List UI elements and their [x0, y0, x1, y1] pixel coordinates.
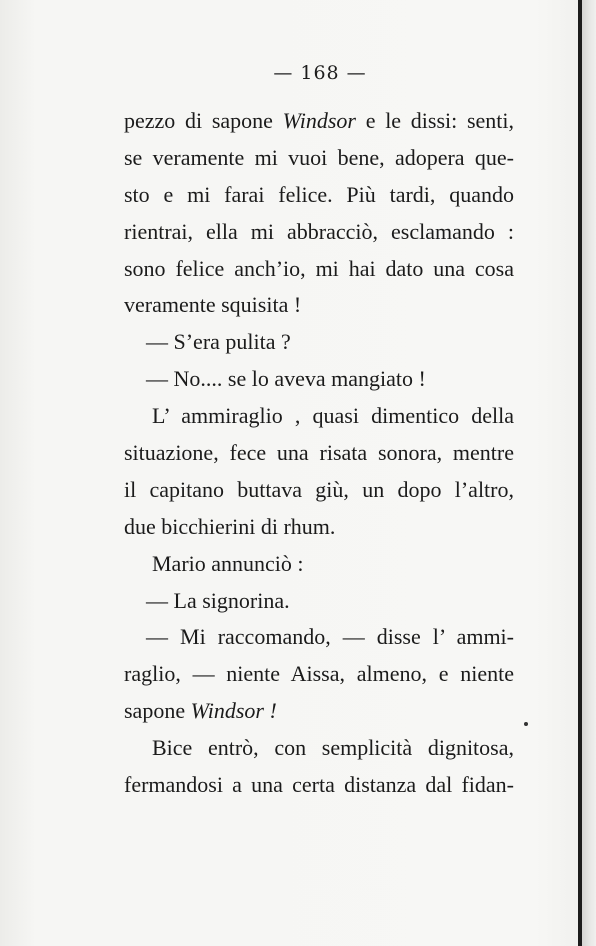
text-line: Bice entrò, con semplicità dignitosa, — [152, 735, 514, 761]
text-line: sto e mi farai felice. Più tardi, quando — [124, 181, 514, 207]
text-line: L’ ammiraglio , quasi dimentico della — [152, 403, 514, 429]
italic-brand-name: Windsor ! — [190, 698, 277, 724]
text-line: Mario annunciò : — [152, 550, 304, 576]
text-line: fermandosi a una certa distanza dal fidan- — [124, 772, 514, 798]
italic-brand-name: Windsor — [282, 108, 356, 133]
text-line: sapone Windsor ! — [124, 698, 277, 724]
text-line: veramente squisita ! — [124, 292, 302, 318]
text-line: raglio, — niente Aissa, almeno, e niente — [124, 661, 514, 687]
text-line: situazione, fece una risata sonora, mentre — [124, 440, 514, 466]
dialogue-line: — S’era pulita ? — [146, 329, 291, 355]
dialogue-line: — Mi raccomando, — disse l’ ammi- — [146, 624, 514, 650]
body-text — [124, 103, 514, 804]
page-number: — 168 — — [273, 62, 367, 84]
dialogue-line: — La signorina. — [146, 587, 290, 613]
page-edge — [582, 0, 596, 946]
text-line: due bicchierini di rhum. — [124, 513, 336, 539]
ink-speck — [524, 722, 528, 726]
text-line: rientrai, ella mi abbracciò, esclamando : — [124, 218, 514, 244]
text-line: il capitano buttava giù, un dopo l’altro, — [124, 476, 514, 502]
text-line: pezzo di sapone Windsor e le dissi: senti, — [124, 108, 515, 133]
dialogue-line: — No.... se lo aveva mangiato ! — [146, 366, 426, 392]
text-line: sono felice anch’io, mi hai dato una cosa — [124, 255, 514, 281]
text-line: se veramente mi vuoi bene, adopera que- — [124, 144, 514, 170]
